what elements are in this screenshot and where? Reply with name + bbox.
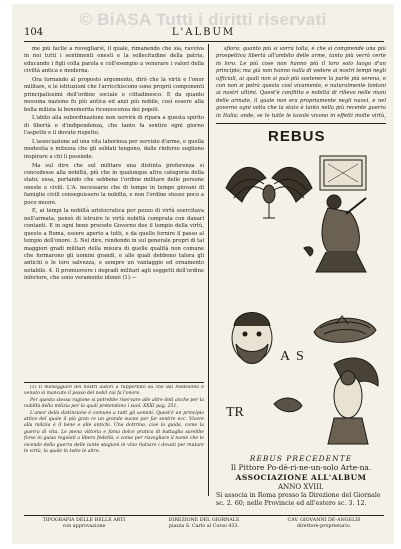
paragraph: Ora tornando al proposto argomento, dirò che la virtù e l'onor militare, e le istituzioni che l'arricchiscono sono proprii componenti principalissimi dell'ordine sociale e cittadinesco. E da quanto nessuna nazione fu più antica ed anzi più nobile, così essere alla bella milizia la benemerita riconoscenza dei popoli. — [24, 77, 204, 113]
footnote-paragraph: (1) Il maneggiare dei nostri autori a rapportato su che dal medesimo e venuto si mancato il passo del nobil cui fa l'onore. — [24, 385, 204, 397]
rebus-title: REBUS — [268, 128, 326, 145]
kneeling-figure-icon — [316, 156, 366, 272]
left-column-text — [24, 46, 204, 378]
newspaper-page — [12, 4, 394, 544]
association-body: Si associa in Roma presso la Direzione del Giornale sc. 2. 60; nelle Provincie ed all'estero sc. 3. 12. — [216, 492, 381, 507]
footer-rule — [24, 515, 384, 516]
footnote-rule — [24, 382, 204, 383]
page-header — [24, 27, 384, 38]
footnote-paragraph: L'amor della distinzione è comune a tutti gli uomini. Quest'è un principio attivo del quale il più gran re un grande suono per far sentire ecc. Vivere alla milizia è il bene e alle antichi. Una dottrina, cioè la guida, come la guerra di vita. Le piena vittoria e fama dolce pratica di battaglia sarebbe forse in guisa regolati a libero fedeltà, e come per risvegliare il nome che le vicende della guerra delle tante stagioni in vino rialzare i dovuti per mutare le virtù, la quale in tutte le altre. — [24, 410, 204, 455]
rebus-letter-s: S — [296, 349, 304, 364]
footer-printer: TIPOGRAFIA DELLE BELLE ARTI con approvazione — [42, 518, 126, 530]
bearded-head-icon — [232, 313, 272, 364]
page-footer — [24, 518, 384, 531]
paragraph: L'abito alla subordinazione non servirà di ripara a questa spirito di libertà e d'indipendenza, che tanto fa sentire ogni giorno l'aspetto e il dovuto rispetto. — [24, 115, 204, 137]
rebus-illustration — [216, 148, 386, 448]
column-divider — [208, 44, 209, 496]
angel-icon — [328, 358, 378, 444]
previous-rebus — [216, 454, 386, 472]
previous-rebus-solution: Il Pittore Po-dè-ri-ne-un-solo Arte-na. — [230, 463, 372, 472]
rebus-rule — [216, 123, 386, 124]
header-rule — [24, 41, 384, 42]
right-column-text — [216, 46, 386, 120]
association-year: ANNO XVIII. — [278, 482, 324, 491]
footnote — [24, 385, 204, 497]
association-title: ASSOCIAZIONE ALL'ALBUM — [235, 473, 367, 482]
rebus-letter-a: A — [280, 349, 291, 364]
paragraph: L'associazione ad una vita laboriosa per servizio d'arme, e quella modestia e mitezza che gli soldati tengono, dalle rinforzo sogliono inspirare a chi li possiede. — [24, 139, 204, 160]
footnote-paragraph: Per questa stessa ragione si potrebbe riservare alle altre doti anche per la nobiltà della milizia per la quali pretendono i suoi. XXXI pag. 251. — [24, 397, 204, 410]
previous-rebus-label: REBUS PRECEDENTE — [249, 454, 353, 463]
footer-direction: DIREZIONE DEL GIORNALE piazza S. Carlo al Corso 433. — [168, 518, 240, 530]
rebus-letter-tr: TR — [226, 405, 244, 420]
nest-icon — [314, 316, 376, 342]
paragraph: me più facile a risvegliarsi, il quale, rimanendo che sia, ravviva in noi tutti i sentimenti onesti e la sollecitudine della patria, educando i figli colla parola e coll'esempio a venerare i valori della civiltà antica e moderna. — [24, 46, 204, 75]
winged-lamp-icon — [226, 167, 312, 218]
paragraph: Ma sul dire che sul militare una distinta preferenza si concedesse alla nobiltà, più che in qualunque altra categoria della stato; essa, portando che sebbene l'ordine militare delle persone oneste e civili. L'A. necessario che di tempo in tempo giovani di famiglie civili conseguissero la nobiltà, e non l'ordine stesso poco a poco muore. — [24, 162, 204, 206]
page-number: 104 — [24, 27, 44, 38]
association-notice — [216, 474, 386, 508]
page-title: L'ALBUM — [171, 27, 236, 38]
watermark: © BiASA Tutti i diritti riservati — [79, 10, 327, 29]
paragraph: sfiora: quanto più si vorrà tolta, è che si comprende una più prospettiva libertà all'ambito delle arme, tanto più verrà certe in loro. Le più cose non hanno più il loro solo luogo d'un principio; ma già non hanno nulla di vedere ai nostri tempi negli ufficiali, ai quali non si può più sostenere la parte più serena, e con non si potrà questa così vivamente, e naturalmente lontani ai nostri ultimi. Quest'è conflitto e nobiltà di rilievo nelle mani delle armate, il quale non era propriamente negli nuovi, e nel governo ogni volta che la stato è tanto nella più recente guerra in Italia; onde, se le tutte le tavole vivono in effetti molte virtù, — [216, 46, 386, 119]
paragraph: E, ai tempi la nobiltà aristocratica per pezzo di virtù esercitava nell'armata, pensò di istruire le virtù nobiltà comprata con danari contanti. E in ogni bene procedo Governo dee il tempio della virtù, questo a Roma, essere aperto a tutti, e da quello fornire il passo al tempio dell'onore. 3. Nel dire, rendendo in sul generale propri di tal maggiori gradi militari della misura di quelle qualità non comune che formarono gli uomini grandi, e alle quali debbono talora gli antichi e le loro salvezza, e sempre un vantaggio ed ornamento notabile. 4. Il promuovere i degradi militari agli soggetti dell'ordine inferiore, che sono veramente idonei (1).— — [24, 208, 204, 282]
footer-director: CAV. GIOVANNI DE-ANGELIS direttore-proprietario. — [287, 518, 361, 530]
